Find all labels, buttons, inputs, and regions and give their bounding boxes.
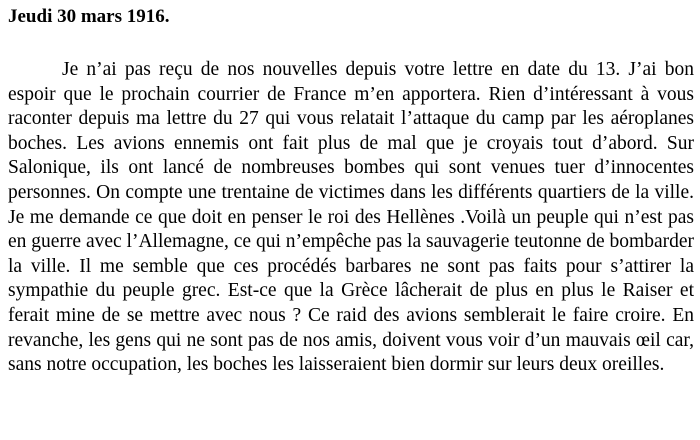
letter-date-heading: Jeudi 30 mars 1916. [8,6,170,27]
letter-body-paragraph: Je n’ai pas reçu de nos nouvelles depuis votre lettre en date du 13. J’ai bon espoir que le prochain courrier de France m’en apportera. Rien d’intéressant à vous raconter depuis ma lettre du 27 qui vous relatait l’attaque du camp par les aéroplanes boches. Les avions ennemis ont fait plus de mal que je croyais tout d’abord. Sur Salonique, ils ont lancé de nombreuses bombes qui sont venues tuer d’innocentes personnes. On compte une trentaine de victimes dans les différents quartiers de la ville. Je me demande ce que doit en penser le roi des Hellènes .Voilà un peuple qui n’est pas en guerre avec l’Allemagne, ce qui n’empêche pas la sauvagerie teutonne de bombarder la ville. Il me semble que ces procédés barbares ne sont pas faits pour s’attirer la sympathie du peuple grec. Est-ce que la Grèce lâcherait de plus en plus le Raiser et ferait mine de se mettre avec nous ? Ce raid des avions semblerait le faire croire. En revanche, les gens qui ne sont pas de nos amis, doivent vous voir d’un mauvais œil car, sans notre occupation, les boches les laisseraient bien dormir sur leurs deux oreilles. [8,59,694,376]
